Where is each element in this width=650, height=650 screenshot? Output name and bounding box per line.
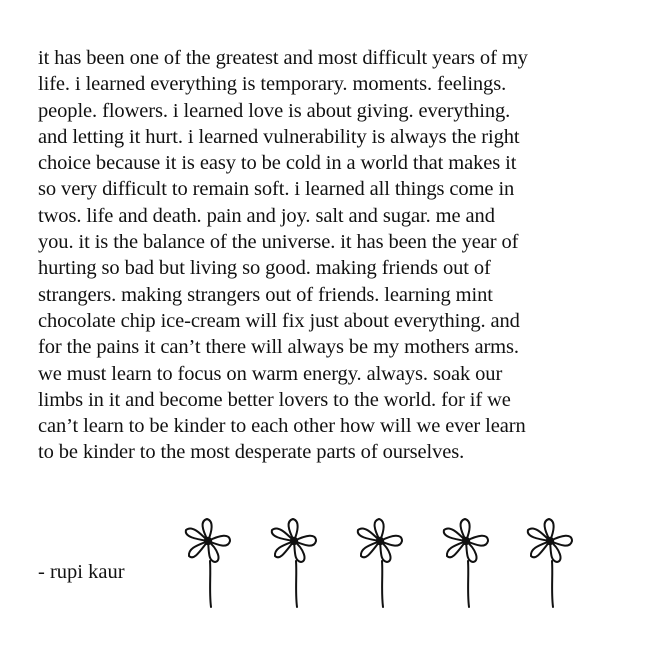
- poem-line: and letting it hurt. i learned vulnerability is always the right: [38, 125, 520, 148]
- flower-icon: [438, 515, 494, 625]
- flower-illustrations: [0, 515, 650, 635]
- flower-icon: [522, 515, 578, 625]
- poem-line: choice because it is easy to be cold in a world that makes it: [38, 152, 517, 175]
- poem-line: hurting so bad but living so good. making friends out of: [38, 257, 491, 280]
- poem-line: we must learn to focus on warm energy. always. soak our: [38, 362, 503, 385]
- poem-line: life. i learned everything is temporary. moments. feelings.: [38, 73, 507, 96]
- poem-line: twos. life and death. pain and joy. salt and sugar. me and: [38, 204, 495, 227]
- poem-line: people. flowers. i learned love is about giving. everything.: [38, 99, 511, 122]
- flower-icon: [180, 515, 236, 625]
- flower-icon: [352, 515, 408, 625]
- poem-line: you. it is the balance of the universe. it has been the year of: [38, 231, 519, 254]
- author-attribution: - rupi kaur: [38, 561, 125, 583]
- poem-line: strangers. making strangers out of friends. learning mint: [38, 283, 493, 306]
- flower-drawing: [266, 515, 322, 625]
- flower-drawing: [352, 515, 408, 625]
- poem-line: to be kinder to the most desperate parts of ourselves.: [38, 441, 465, 464]
- poem-line: it has been one of the greatest and most difficult years of my: [38, 47, 528, 69]
- poem-line: for the pains it can’t there will always be my mothers arms.: [38, 336, 519, 359]
- flower-icon: [266, 515, 322, 625]
- flower-drawing: [522, 515, 578, 625]
- poem-line: so very difficult to remain soft. i learned all things come in: [38, 178, 515, 201]
- flower-drawing: [438, 515, 494, 625]
- poem-line: limbs in it and become better lovers to the world. for if we: [38, 388, 511, 411]
- poem-text: [38, 45, 628, 466]
- poem-line: chocolate chip ice-cream will fix just about everything. and: [38, 309, 520, 332]
- poem-line: can’t learn to be kinder to each other how will we ever learn: [38, 415, 526, 438]
- flower-drawing: [180, 515, 236, 625]
